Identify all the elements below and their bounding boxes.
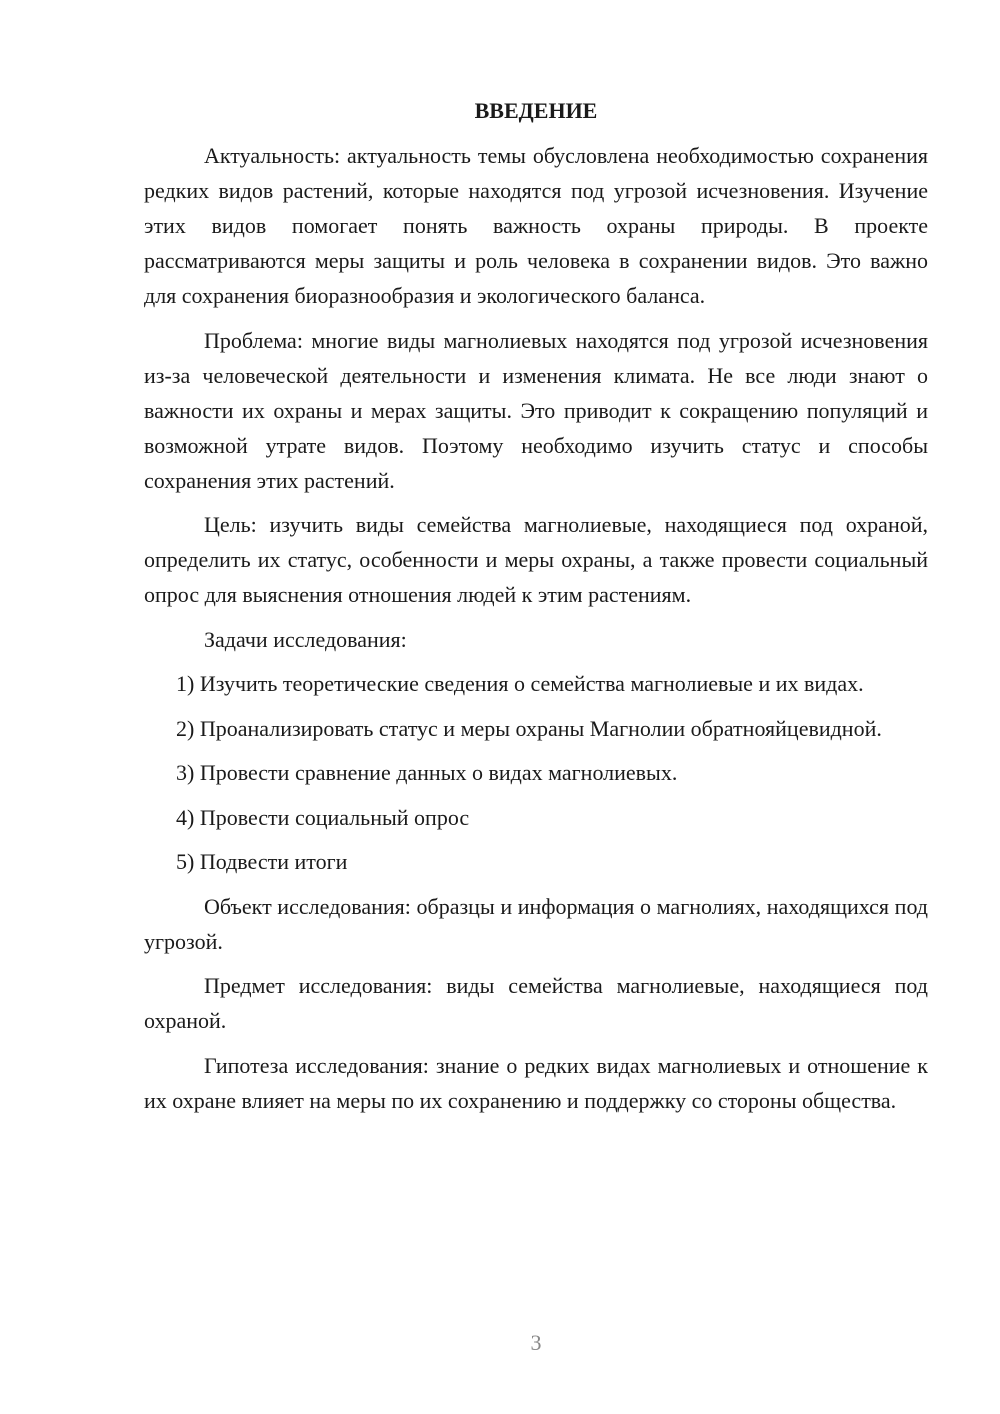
page-title: ВВЕДЕНИЕ — [474, 98, 598, 123]
hypothesis-paragraph: Гипотеза исследования: знание о редких видах магнолиевых и отношение к их охране влияет на меры по их сохранению и поддержку со стороны общества. — [144, 1052, 928, 1113]
subject-paragraph: Предмет исследования: виды семейства магнолиевые, находящиеся под охраной. — [144, 973, 928, 1033]
tasks-heading: Задачи исследования: — [204, 626, 407, 652]
task-item-2: 2) Проанализировать статус и меры охраны Магнолии обратнояйцевидной. — [176, 715, 882, 741]
page-number: 3 — [530, 1330, 542, 1355]
task-item-5: 5) Подвести итоги — [176, 849, 348, 874]
task-item-1: 1) Изучить теоретические сведения о семейства магнолиевые и их видах. — [176, 671, 864, 696]
goal-paragraph: Цель: изучить виды семейства магнолиевые, находящиеся под охраной, определить их статус, особенности и меры охраны, а также провести социальный опрос для выяснения отношения людей к этим растениям. — [144, 512, 928, 607]
task-item-4: 4) Провести социальный опрос — [176, 804, 470, 830]
relevance-paragraph: Актуальность: актуальность темы обусловлена необходимостью сохранения редких видов растений, которые находятся под угрозой исчезновения. Изучение этих видов помогает понять важность охраны природы. В проекте рассматриваются меры защиты и роль человека в сохранении видов. Это важно для сохранения биоразнообразия и экологического баланса. — [144, 143, 928, 308]
problem-paragraph: Проблема: многие виды магнолиевых находятся под угрозой исчезновения из-за человеческой деятельности и изменения климата. Не все люди знают о важности их охраны и мерах защиты. Это приводит к сокращению популяций и возможной утрате видов. Поэтому необходимо изучить статус и способы сохранения этих растений. — [144, 327, 928, 493]
task-item-3: 3) Провести сравнение данных о видах магнолиевых. — [176, 760, 678, 785]
object-paragraph: Объект исследования: образцы и информация о магнолиях, находящихся под угрозой. — [144, 893, 928, 954]
page-content — [144, 93, 928, 1127]
